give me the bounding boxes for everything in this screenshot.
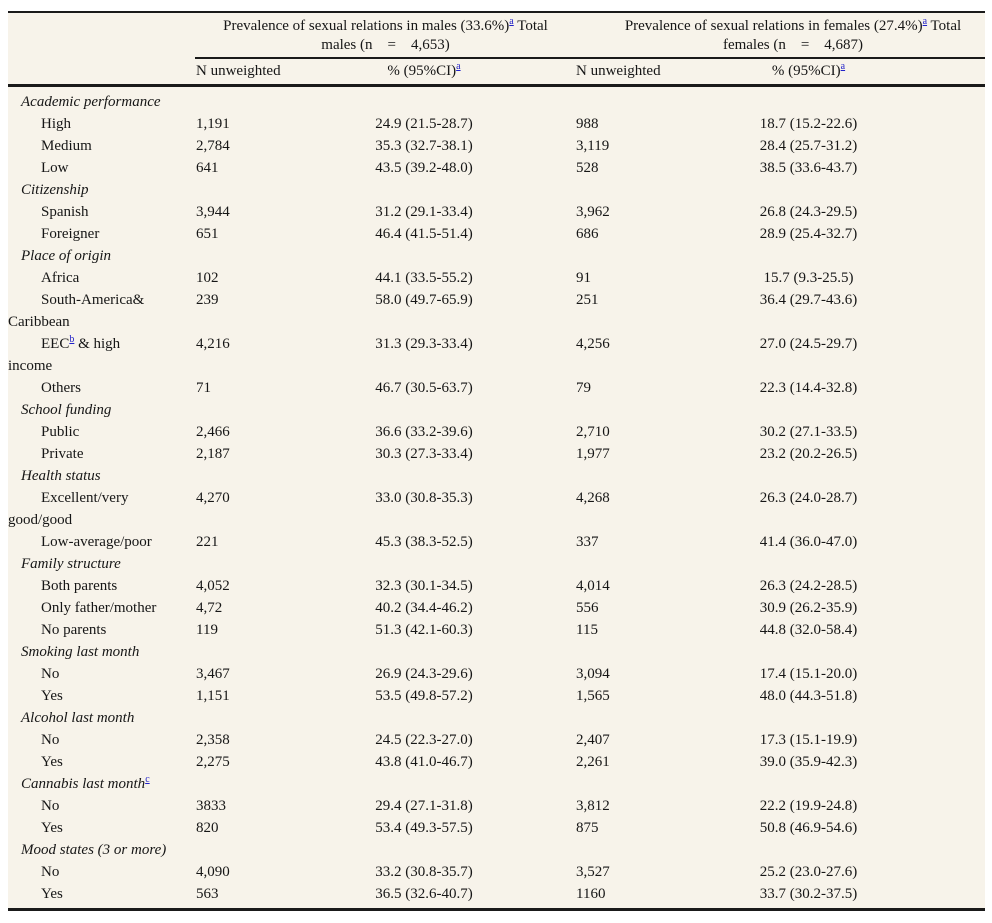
row-label: Cannabis last month$^c$ (21, 774, 150, 792)
females-ci-header-text: % (95%CI) (771, 63, 841, 79)
row-label: Family structure (21, 556, 121, 572)
data-row (8, 729, 985, 751)
group-header-row (8, 13, 985, 55)
row-label: Only father/mother (41, 600, 157, 616)
females-pct-ci-value: 44.8 (32.0-58.4) (759, 622, 858, 638)
data-row (8, 201, 985, 223)
footnote-ref-c[interactable]: c (145, 774, 150, 785)
data-row (8, 817, 985, 839)
footnote-ref-a[interactable]: a (840, 61, 846, 72)
females-pct-ci-value: 41.4 (36.0-47.0) (759, 534, 858, 550)
section-row (8, 91, 985, 113)
males-n-value: 119 (196, 622, 218, 638)
section-row (8, 245, 985, 267)
males-n-value: 3,944 (196, 204, 230, 220)
row-label: Medium (41, 138, 92, 154)
row-label: Yes (41, 886, 63, 902)
row-label: School funding (21, 402, 112, 418)
section-row (8, 399, 985, 421)
males-ci-header (308, 60, 576, 82)
data-row (8, 443, 985, 465)
males-pct-ci-value: 53.5 (49.8-57.2) (375, 688, 473, 704)
males-n-value: 2,187 (196, 446, 230, 462)
row-label: Yes (41, 820, 63, 836)
females-pct-ci-value: 26.3 (24.2-28.5) (759, 578, 858, 594)
row-label: Smoking last month (21, 644, 140, 660)
row-label: Yes (41, 754, 63, 770)
data-row (8, 135, 985, 157)
males-pct-ci-value: 30.3 (27.3-33.4) (375, 446, 473, 462)
males-n-value: 221 (196, 534, 219, 550)
row-label: South-America& Caribbean (8, 292, 145, 330)
footnote-ref-b[interactable]: b (69, 334, 75, 345)
males-pct-ci-value: 43.5 (39.2-48.0) (375, 160, 473, 176)
females-n-header: N unweighted (576, 63, 661, 79)
section-row (8, 773, 985, 795)
males-pct-ci-value: 26.9 (24.3-29.6) (375, 666, 473, 682)
males-n-value: 2,358 (196, 732, 230, 748)
females-pct-ci-value: 26.3 (24.0-28.7) (759, 490, 858, 506)
stub-spacer (8, 60, 195, 82)
females-pct-ci-value: 28.4 (25.7-31.2) (759, 138, 858, 154)
males-n-value: 4,216 (196, 336, 230, 352)
females-pct-ci-value: 48.0 (44.3-51.8) (759, 688, 858, 704)
males-group-title-text: Prevalence of sexual relations in males (33.6%) (223, 18, 510, 34)
row-label: Excellent/very good/good (8, 490, 129, 528)
males-pct-ci-value: 43.8 (41.0-46.7) (375, 754, 473, 770)
row-label: Spanish (41, 204, 89, 220)
section-row (8, 465, 985, 487)
section-row (8, 179, 985, 201)
females-pct-ci-value: 26.8 (24.3-29.5) (759, 204, 858, 220)
females-pct-ci-value: 15.7 (9.3-25.5) (763, 270, 854, 286)
females-ci-header (698, 60, 984, 82)
males-pct-ci-value: 31.2 (29.1-33.4) (375, 204, 473, 220)
males-pct-ci-value: 24.5 (22.3-27.0) (375, 732, 473, 748)
males-pct-ci-value: 35.3 (32.7-38.1) (375, 138, 473, 154)
males-pct-ci-value: 36.5 (32.6-40.7) (375, 886, 473, 902)
data-row (8, 597, 985, 619)
females-n-value: 79 (576, 380, 591, 396)
row-label: Place of origin (21, 248, 111, 264)
males-n-value: 2,784 (196, 138, 230, 154)
row-label: Africa (41, 270, 80, 286)
males-pct-ci-value: 24.9 (21.5-28.7) (375, 116, 473, 132)
females-n-value: 988 (576, 116, 599, 132)
males-n-value: 1,191 (196, 116, 230, 132)
row-label: Low-average/poor (41, 534, 152, 550)
males-n-value: 4,052 (196, 578, 230, 594)
females-n-value: 1,977 (576, 446, 610, 462)
males-n-value: 651 (196, 226, 219, 242)
footnote-ref-a[interactable]: a (456, 61, 461, 72)
females-pct-ci-value: 38.5 (33.6-43.7) (759, 160, 858, 176)
row-label: Private (41, 446, 84, 462)
females-n-value: 528 (576, 160, 599, 176)
stub-spacer (8, 17, 195, 55)
males-group-title-suffix: Total (513, 18, 548, 34)
males-n-value: 2,275 (196, 754, 230, 770)
row-label: Others (41, 380, 81, 396)
row-label: No (41, 732, 60, 748)
data-row (8, 751, 985, 773)
row-label: Public (41, 424, 80, 440)
table-body (8, 87, 985, 908)
females-n-value: 1160 (576, 886, 606, 902)
females-n-value: 251 (576, 292, 599, 308)
section-row (8, 641, 985, 663)
males-ci-header-text: % (95%CI) (387, 63, 457, 79)
males-n-value: 71 (196, 380, 211, 396)
males-pct-ci-value: 46.7 (30.5-63.7) (375, 380, 473, 396)
males-n-value: 563 (196, 886, 219, 902)
row-label: Health status (21, 468, 101, 484)
males-n-value: 2,466 (196, 424, 230, 440)
data-row (8, 663, 985, 685)
females-pct-ci-value: 30.2 (27.1-33.5) (759, 424, 858, 440)
females-pct-ci-value: 30.9 (26.2-35.9) (759, 600, 858, 616)
females-n-value: 337 (576, 534, 599, 550)
data-row (8, 157, 985, 179)
females-pct-ci-value: 18.7 (15.2-22.6) (759, 116, 858, 132)
females-pct-ci-value: 28.9 (25.4-32.7) (759, 226, 858, 242)
females-pct-ci-value: 17.3 (15.1-19.9) (759, 732, 858, 748)
row-label: No (41, 864, 60, 880)
data-row (8, 267, 985, 289)
data-row (8, 223, 985, 245)
data-row (8, 883, 985, 905)
males-pct-ci-value: 31.3 (29.3-33.4) (375, 336, 473, 352)
data-row (8, 421, 985, 443)
females-n-value: 3,094 (576, 666, 610, 682)
row-label: Alcohol last month (21, 710, 135, 726)
males-pct-ci-value: 45.3 (38.3-52.5) (375, 534, 473, 550)
females-pct-ci-value: 39.0 (35.9-42.3) (759, 754, 858, 770)
females-n-value: 3,812 (576, 798, 610, 814)
males-n-value: 641 (196, 160, 219, 176)
males-n-value: 3833 (196, 798, 226, 814)
females-n-value: 115 (576, 622, 598, 638)
row-label: EEC$^b$ & high income (8, 334, 121, 374)
males-n-value: 4,72 (196, 600, 223, 616)
row-label: Citizenship (21, 182, 89, 198)
males-n-value: 239 (196, 292, 219, 308)
females-n-value: 556 (576, 600, 599, 616)
data-row (8, 685, 985, 707)
data-row (8, 861, 985, 883)
males-pct-ci-value: 36.6 (33.2-39.6) (375, 424, 473, 440)
males-group-header (195, 17, 576, 55)
prevalence-table (8, 11, 985, 911)
data-row (8, 289, 985, 333)
females-n-value: 2,261 (576, 754, 610, 770)
section-row (8, 553, 985, 575)
males-pct-ci-value: 29.4 (27.1-31.8) (375, 798, 473, 814)
females-pct-ci-value: 36.4 (29.7-43.6) (759, 292, 858, 308)
data-row (8, 333, 985, 377)
row-label: No parents (41, 622, 107, 638)
females-n-value: 2,710 (576, 424, 610, 440)
row-label: Low (41, 160, 69, 176)
females-group-title-suffix: Total (927, 18, 962, 34)
males-n-value: 4,090 (196, 864, 230, 880)
section-row (8, 707, 985, 729)
females-n-value: 3,527 (576, 864, 610, 880)
row-label: Foreigner (41, 226, 100, 242)
data-row (8, 531, 985, 553)
males-pct-ci-value: 58.0 (49.7-65.9) (375, 292, 473, 308)
females-group-title-text: Prevalence of sexual relations in females (27.4%) (624, 18, 923, 34)
females-pct-ci-value: 25.2 (23.0-27.6) (759, 864, 858, 880)
males-total-n: males (n = 4,653) (321, 37, 450, 53)
females-pct-ci-value: 22.3 (14.4-32.8) (759, 380, 858, 396)
females-group-title (601, 17, 985, 36)
row-label: High (41, 116, 71, 132)
males-pct-ci-value: 51.3 (42.1-60.3) (375, 622, 473, 638)
females-total-n: females (n = 4,687) (722, 37, 864, 53)
data-row (8, 377, 985, 399)
males-pct-ci-value: 32.3 (30.1-34.5) (375, 578, 473, 594)
row-label: No (41, 798, 60, 814)
data-row (8, 795, 985, 817)
females-pct-ci-value: 22.2 (19.9-24.8) (759, 798, 858, 814)
females-pct-ci-value: 50.8 (46.9-54.6) (759, 820, 858, 836)
females-n-value: 1,565 (576, 688, 610, 704)
females-n-value: 3,962 (576, 204, 610, 220)
row-label: Mood states (3 or more) (21, 842, 167, 858)
females-group-header (576, 17, 985, 55)
data-row (8, 113, 985, 135)
females-pct-ci-value: 33.7 (30.2-37.5) (759, 886, 858, 902)
column-header-row (8, 59, 985, 87)
females-n-value: 4,256 (576, 336, 610, 352)
females-n-value: 4,014 (576, 578, 610, 594)
males-group-title (195, 17, 576, 36)
males-n-value: 820 (196, 820, 219, 836)
males-n-header: N unweighted (196, 63, 281, 79)
females-n-value: 3,119 (576, 138, 610, 154)
table-header (8, 13, 985, 87)
row-label: No (41, 666, 60, 682)
males-pct-ci-value: 40.2 (34.4-46.2) (375, 600, 473, 616)
males-pct-ci-value: 46.4 (41.5-51.4) (375, 226, 473, 242)
males-n-value: 1,151 (196, 688, 230, 704)
row-label: Both parents (41, 578, 118, 594)
females-n-value: 91 (576, 270, 591, 286)
males-pct-ci-value: 33.2 (30.8-35.7) (375, 864, 473, 880)
females-n-value: 4,268 (576, 490, 610, 506)
footnote-ref-a[interactable]: a (922, 16, 928, 27)
data-row (8, 487, 985, 531)
males-pct-ci-value: 33.0 (30.8-35.3) (375, 490, 473, 506)
males-pct-ci-value: 44.1 (33.5-55.2) (375, 270, 473, 286)
females-pct-ci-value: 27.0 (24.5-29.7) (759, 336, 858, 352)
females-pct-ci-value: 17.4 (15.1-20.0) (759, 666, 858, 682)
females-pct-ci-value: 23.2 (20.2-26.5) (759, 446, 858, 462)
females-n-value: 875 (576, 820, 599, 836)
males-n-value: 4,270 (196, 490, 230, 506)
footnote-ref-a[interactable]: a (509, 16, 514, 27)
females-n-value: 2,407 (576, 732, 610, 748)
males-n-value: 3,467 (196, 666, 230, 682)
data-row (8, 575, 985, 597)
data-row (8, 619, 985, 641)
males-pct-ci-value: 53.4 (49.3-57.5) (375, 820, 473, 836)
females-n-value: 686 (576, 226, 599, 242)
males-n-value: 102 (196, 270, 219, 286)
row-label: Yes (41, 688, 63, 704)
section-row (8, 839, 985, 861)
row-label: Academic performance (21, 94, 161, 110)
